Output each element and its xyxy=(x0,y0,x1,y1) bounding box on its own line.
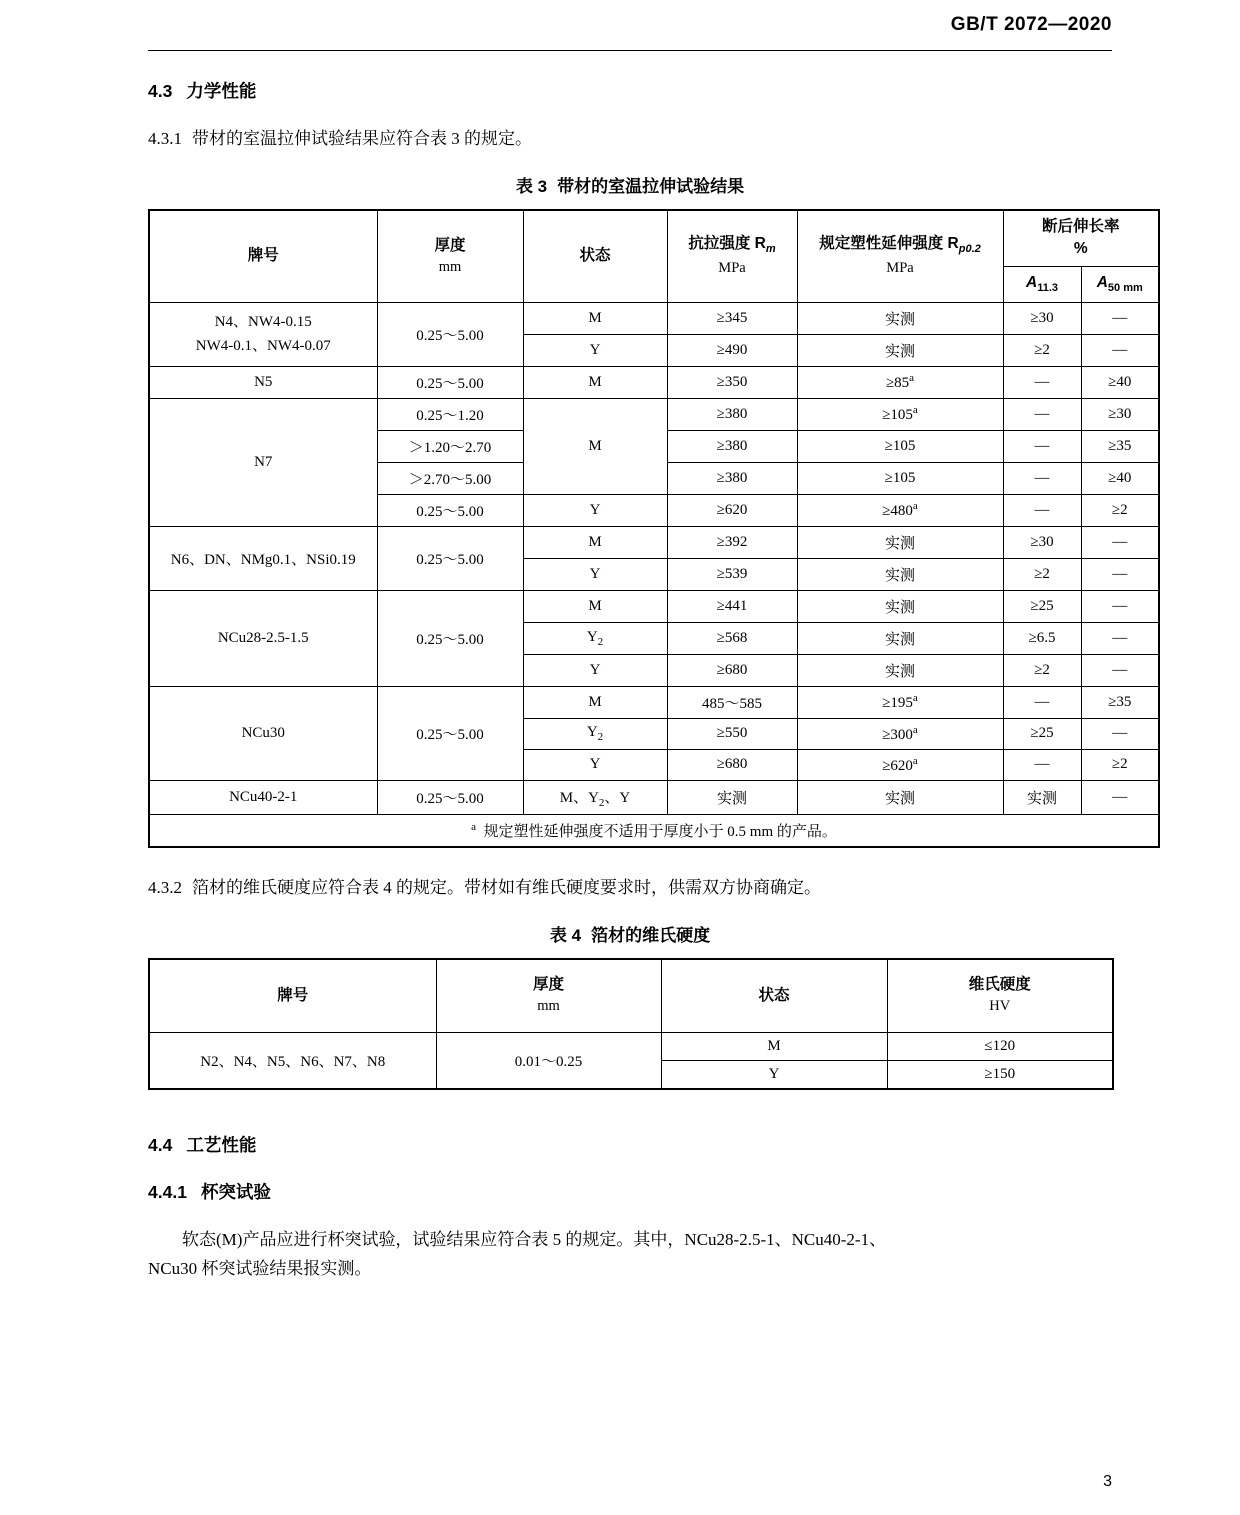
paragraph-4-3-2 xyxy=(148,874,1112,903)
section-number-4-4: 4.4 xyxy=(148,1134,173,1155)
footnote-marker: a xyxy=(912,723,918,736)
table-row xyxy=(149,526,1159,558)
table3-cell-a50: ≥35 xyxy=(1081,686,1159,718)
table3-cell-a50: ≥30 xyxy=(1081,398,1159,430)
table3-cell-rm: ≥539 xyxy=(667,558,797,590)
table4-header-row xyxy=(149,959,1113,1033)
table3-cell-rm: ≥680 xyxy=(667,749,797,780)
table3-cell-rm: ≥680 xyxy=(667,654,797,686)
table3-cell-brand: N7 xyxy=(149,398,377,526)
table3-header-rp-sub: p0.2 xyxy=(958,243,981,256)
footnote-marker: a xyxy=(909,372,915,385)
table4-header-hv-unit: HV xyxy=(989,998,1011,1015)
page-content xyxy=(148,78,1143,1302)
table3-header-a113 xyxy=(1003,266,1081,302)
table3-cell-a50: ≥40 xyxy=(1081,366,1159,398)
table3-header-a50-sym: A xyxy=(1096,273,1108,291)
section-heading-4-4-1 xyxy=(148,1179,1112,1204)
paragraph-4-4-1-body xyxy=(148,1226,1112,1284)
table3-cell-a113: — xyxy=(1003,749,1081,780)
table4-cell-hv: ≥150 xyxy=(887,1060,1113,1089)
table3-cell-a113: ≥2 xyxy=(1003,654,1081,686)
table3-header-a113-sym: A xyxy=(1025,273,1038,291)
table3-header-rm xyxy=(667,210,797,302)
table3-cell-state: Y xyxy=(523,494,667,526)
paragraph-text-4-3-1: 带材的室温拉伸试验结果应符合表 3 的规定。 xyxy=(192,129,532,148)
table3-cell-a113: ≥25 xyxy=(1003,718,1081,749)
table3-cell-a50: ≥2 xyxy=(1081,494,1159,526)
paragraph-number-4-3-1: 4.3.1 xyxy=(148,129,182,148)
table3-cell-rp: 实测 xyxy=(797,622,1003,654)
table4-cell-state: M xyxy=(661,1032,887,1060)
table3-header-elongation-unit: % xyxy=(1073,240,1088,258)
table3-cell-rm: ≥350 xyxy=(667,366,797,398)
table3-cell-a113: ≥25 xyxy=(1003,590,1081,622)
page-number: 3 xyxy=(1103,1473,1112,1490)
footnote-marker: a xyxy=(912,404,918,417)
table3-cell-state: M xyxy=(523,526,667,558)
table3-header-row-1 xyxy=(149,210,1159,266)
table4-body xyxy=(149,1032,1113,1089)
table3-cell-rp xyxy=(797,749,1003,780)
table3-cell-rm: ≥380 xyxy=(667,430,797,462)
table-3 xyxy=(148,209,1160,848)
section-heading-4-4 xyxy=(148,1132,1112,1157)
table3-cell-a50: ≥2 xyxy=(1081,749,1159,780)
table3-header-thickness-label: 厚度 xyxy=(434,236,466,254)
table3-cell-a50: — xyxy=(1081,558,1159,590)
table4-cell-hv: ≤120 xyxy=(887,1032,1113,1060)
table3-cell-rp: 实测 xyxy=(797,780,1003,814)
table3-cell-brand: N5 xyxy=(149,366,377,398)
table4-caption xyxy=(148,921,1112,946)
paragraph-line-2: NCu30 杯突试验结果报实测。 xyxy=(148,1258,372,1278)
section-number-4-4-1: 4.4.1 xyxy=(148,1181,187,1202)
paragraph-text-4-3-2: 箔材的维氏硬度应符合表 4 的规定。带材如有维氏硬度要求时，供需双方协商确定。 xyxy=(192,877,821,897)
table-row xyxy=(149,780,1159,814)
table3-cell-rm: ≥380 xyxy=(667,398,797,430)
paragraph-line-1: 软态(M)产品应进行杯突试验，试验结果应符合表 5 的规定。其中，NCu28-2.5-1、NCu40-2-1、 xyxy=(182,1229,887,1249)
table3-cell-state: M xyxy=(523,398,667,494)
table3-cell-thickness: ＞2.70～5.00 xyxy=(377,462,523,494)
table3-header-rp-unit: MPa xyxy=(886,260,914,277)
table3-cell-rm: ≥441 xyxy=(667,590,797,622)
state-subscript: 2 xyxy=(598,796,605,809)
table3-brand-line2: NW4-0.1、NW4-0.07 xyxy=(195,338,331,355)
table3-header-state: 状态 xyxy=(523,210,667,302)
table3-rp-value: ≥85 xyxy=(885,375,910,392)
table3-cell-rm: ≥380 xyxy=(667,462,797,494)
table3-cell-thickness: 0.25～5.00 xyxy=(377,686,523,780)
table4-cell-state: Y xyxy=(661,1060,887,1089)
table-4 xyxy=(148,958,1114,1090)
table3-cell-state: Y xyxy=(523,558,667,590)
table4-header-state: 状态 xyxy=(661,959,887,1033)
table3-cell-rm: 485～585 xyxy=(667,686,797,718)
table3-cell-rp: 实测 xyxy=(797,526,1003,558)
table3-cell-a50: — xyxy=(1081,622,1159,654)
table3-label: 表 3 xyxy=(515,176,548,196)
table3-header-elongation xyxy=(1003,210,1159,266)
table3-cell-a113: — xyxy=(1003,686,1081,718)
table3-caption xyxy=(148,172,1112,197)
table3-cell-state: M xyxy=(523,302,667,334)
table3-header-rp-label xyxy=(800,233,1001,258)
table3-body xyxy=(149,302,1159,847)
table3-cell-brand: NCu28-2.5-1.5 xyxy=(149,590,377,686)
paragraph-4-3-1 xyxy=(148,125,1112,154)
table3-cell-thickness: 0.25～1.20 xyxy=(377,398,523,430)
table3-cell-a50: ≥40 xyxy=(1081,462,1159,494)
table3-cell-thickness: 0.25～5.00 xyxy=(377,780,523,814)
table3-cell-rm: ≥620 xyxy=(667,494,797,526)
table3-cell-rm: ≥568 xyxy=(667,622,797,654)
table4-header-thickness xyxy=(436,959,661,1033)
table3-rp-value: ≥105 xyxy=(882,407,913,424)
table4-header-hv-label: 维氏硬度 xyxy=(968,976,1031,993)
table3-rp-value: ≥620 xyxy=(882,757,913,774)
table3-cell-a113: — xyxy=(1003,462,1081,494)
footnote-marker: a xyxy=(912,754,918,767)
table3-cell-a113: 实测 xyxy=(1003,780,1081,814)
table3-header-thickness-unit: mm xyxy=(438,259,462,276)
table4-title: 箔材的维氏硬度 xyxy=(591,925,711,945)
table3-cell-brand: NCu30 xyxy=(149,686,377,780)
table3-cell-state: M xyxy=(523,686,667,718)
table3-rp-value: ≥195 xyxy=(882,695,913,712)
table3-cell-a113: ≥30 xyxy=(1003,302,1081,334)
table3-cell-rp: 实测 xyxy=(797,334,1003,366)
table3-cell-state: M xyxy=(523,366,667,398)
table-row xyxy=(149,366,1159,398)
table3-header-rm-text: 抗拉强度 R xyxy=(688,235,766,253)
table3-cell-rp: 实测 xyxy=(797,558,1003,590)
footnote-marker: a xyxy=(471,820,477,833)
table3-cell-a113: — xyxy=(1003,398,1081,430)
table-row xyxy=(149,398,1159,430)
section-title-4-3: 力学性能 xyxy=(186,81,257,101)
section-heading-4-3 xyxy=(148,78,1112,103)
table3-cell-a50: — xyxy=(1081,780,1159,814)
table3-header-brand: 牌号 xyxy=(149,210,377,302)
table3-cell-rm: ≥490 xyxy=(667,334,797,366)
table3-cell-a50: — xyxy=(1081,590,1159,622)
state-subscript: 2 xyxy=(597,635,604,648)
table4-header-hv xyxy=(887,959,1113,1033)
table3-cell-a113: ≥30 xyxy=(1003,526,1081,558)
table3-cell-rp xyxy=(797,366,1003,398)
table3-header-rm-label xyxy=(670,233,795,258)
table4-cell-brand: N2、N4、N5、N6、N7、N8 xyxy=(149,1032,436,1089)
table3-cell-state: M、$Y_2$、Y xyxy=(523,780,667,814)
section-title-4-4: 工艺性能 xyxy=(186,1134,257,1155)
table4-label: 表 4 xyxy=(549,925,582,945)
table3-footnote-text: 规定塑性延伸强度不适用于厚度小于 0.5 mm 的产品。 xyxy=(483,823,837,840)
table3-cell-a113: — xyxy=(1003,366,1081,398)
table-row xyxy=(149,590,1159,622)
table3-footnote-row xyxy=(149,814,1159,847)
table3-cell-state: Y xyxy=(523,654,667,686)
table3-rp-value: ≥300 xyxy=(882,726,913,743)
table3-title: 带材的室温拉伸试验结果 xyxy=(557,176,745,196)
table3-cell-brand: N6、DN、NMg0.1、NSi0.19 xyxy=(149,526,377,590)
table-row xyxy=(149,686,1159,718)
table3-cell-rm: ≥550 xyxy=(667,718,797,749)
table-row xyxy=(149,302,1159,334)
table3-cell-a113: — xyxy=(1003,494,1081,526)
table3-cell-rp xyxy=(797,718,1003,749)
paragraph-number-4-3-2: 4.3.2 xyxy=(148,877,182,897)
page-header: GB/T 2072—2020 xyxy=(950,14,1112,35)
table3-cell-rp xyxy=(797,494,1003,526)
table3-cell-rp: ≥105 xyxy=(797,430,1003,462)
table3-cell-a113: ≥2 xyxy=(1003,558,1081,590)
table3-header-a50 xyxy=(1081,266,1159,302)
table3-cell-thickness: 0.25～5.00 xyxy=(377,526,523,590)
table3-header-thickness xyxy=(377,210,523,302)
table4-cell-thickness: 0.01～0.25 xyxy=(436,1032,661,1089)
table3-cell-rm: ≥345 xyxy=(667,302,797,334)
table3-cell-state: Y xyxy=(523,749,667,780)
table3-cell-rp: 实测 xyxy=(797,302,1003,334)
table3-cell-rp xyxy=(797,686,1003,718)
table3-footnote-cell xyxy=(149,814,1159,847)
table3-cell-thickness: 0.25～5.00 xyxy=(377,366,523,398)
table3-cell-rm: 实测 xyxy=(667,780,797,814)
table3-brand-line1: N4、NW4-0.15 xyxy=(214,314,312,331)
table3-cell-state: Y xyxy=(523,334,667,366)
table3-cell-a50: — xyxy=(1081,654,1159,686)
state-subscript: 2 xyxy=(597,731,604,744)
table3-header-a50-sub: 50 mm xyxy=(1107,281,1143,294)
table3-cell-a113: ≥2 xyxy=(1003,334,1081,366)
table3-cell-brand: NCu40-2-1 xyxy=(149,780,377,814)
table4-header-thickness-label: 厚度 xyxy=(532,976,564,993)
table3-cell-rp: 实测 xyxy=(797,654,1003,686)
footnote-marker: a xyxy=(912,692,918,705)
table3-cell-thickness: ＞1.20～2.70 xyxy=(377,430,523,462)
table3-cell-thickness: 0.25～5.00 xyxy=(377,494,523,526)
table3-cell-rp xyxy=(797,398,1003,430)
table3-cell-rp: ≥105 xyxy=(797,462,1003,494)
table3-cell-a50: — xyxy=(1081,334,1159,366)
table3-cell-a50: — xyxy=(1081,718,1159,749)
table-row xyxy=(149,1032,1113,1060)
table3-header-a113-sub: 11.3 xyxy=(1037,281,1058,294)
table3-header-rm-sub: m xyxy=(765,243,776,256)
table3-cell-thickness: 0.25～5.00 xyxy=(377,590,523,686)
table3-rp-value: ≥480 xyxy=(882,503,913,520)
header-divider xyxy=(148,50,1112,51)
table3-cell-a50: — xyxy=(1081,302,1159,334)
table3-cell-a113: — xyxy=(1003,430,1081,462)
table3-cell-rp: 实测 xyxy=(797,590,1003,622)
table3-cell-a50: ≥35 xyxy=(1081,430,1159,462)
table3-cell-a113: ≥6.5 xyxy=(1003,622,1081,654)
table3-cell-thickness: 0.25～5.00 xyxy=(377,302,523,366)
table4-header-brand: 牌号 xyxy=(149,959,436,1033)
table3-cell-rm: ≥392 xyxy=(667,526,797,558)
table3-cell-brand xyxy=(149,302,377,366)
table3-cell-state: M xyxy=(523,590,667,622)
table3-header-rp xyxy=(797,210,1003,302)
section-number-4-3: 4.3 xyxy=(148,81,173,101)
table3-cell-state: $Y_2$ xyxy=(523,622,667,654)
footnote-marker: a xyxy=(912,500,918,513)
table3-cell-a50: — xyxy=(1081,526,1159,558)
table4-header-thickness-unit: mm xyxy=(537,998,560,1015)
table3-header-elongation-label: 断后伸长率 xyxy=(1042,217,1120,235)
section-title-4-4-1: 杯突试验 xyxy=(200,1181,271,1202)
table3-header-rp-text: 规定塑性延伸强度 R xyxy=(819,235,959,253)
table3-cell-state: $Y_2$ xyxy=(523,718,667,749)
table3-header-rm-unit: MPa xyxy=(718,260,746,277)
